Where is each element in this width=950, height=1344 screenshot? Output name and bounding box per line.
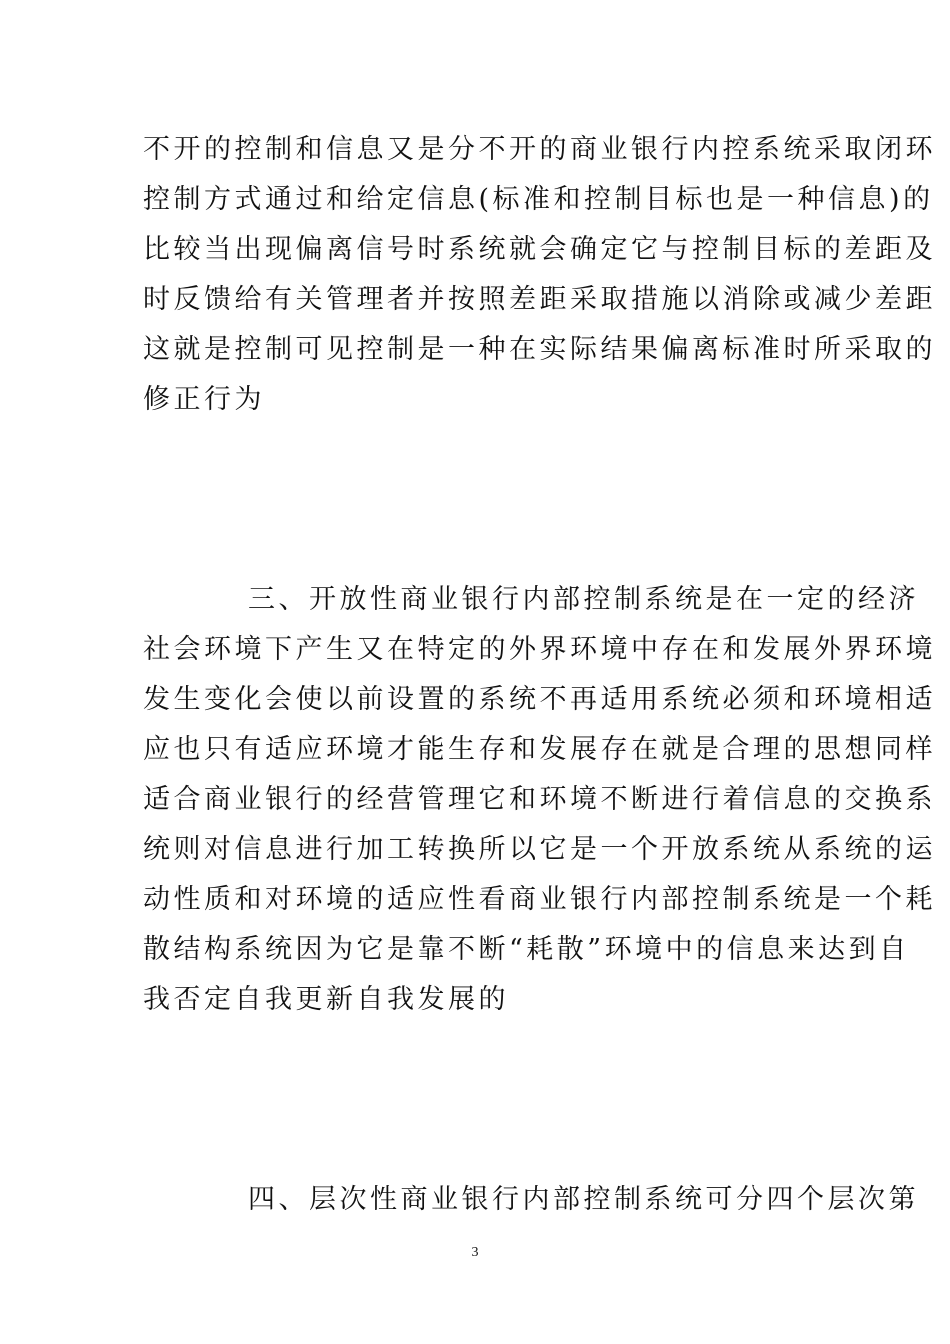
text-line: 三、开放性商业银行内部控制系统是在一定的经济 (248, 584, 919, 615)
text-line: 动性质和对环境的适应性看商业银行内部控制系统是一个耗 (143, 884, 936, 915)
text-line: 不开的控制和信息又是分不开的商业银行内控系统采取闭环 (143, 134, 936, 165)
text-line: 统则对信息进行加工转换所以它是一个开放系统从系统的运 (143, 834, 936, 865)
text-line: 时反馈给有关管理者并按照差距采取措施以消除或减少差距 (143, 284, 936, 315)
text-line: 应也只有适应环境才能生存和发展存在就是合理的思想同样 (143, 734, 936, 765)
text-line: 发生变化会使以前设置的系统不再适用系统必须和环境相适 (143, 684, 936, 715)
text-line: 社会环境下产生又在特定的外界环境中存在和发展外界环境 (143, 634, 936, 665)
page-number: 3 (471, 1245, 479, 1260)
text-line: 修正行为 (143, 384, 265, 415)
text-line: 这就是控制可见控制是一种在实际结果偏离标准时所采取的 (143, 334, 936, 365)
text-line: 控制方式通过和给定信息(标准和控制目标也是一种信息)的 (143, 184, 934, 215)
text-line: 四、层次性商业银行内部控制系统可分四个层次第 (248, 1184, 919, 1215)
text-line: 散结构系统因为它是靠不断“耗散”环境中的信息来达到自 (143, 934, 910, 965)
text-line: 适合商业银行的经营管理它和环境不断进行着信息的交换系 (143, 784, 936, 815)
text-line: 我否定自我更新自我发展的 (143, 984, 509, 1015)
text-line: 比较当出现偏离信号时系统就会确定它与控制目标的差距及 (143, 234, 936, 265)
